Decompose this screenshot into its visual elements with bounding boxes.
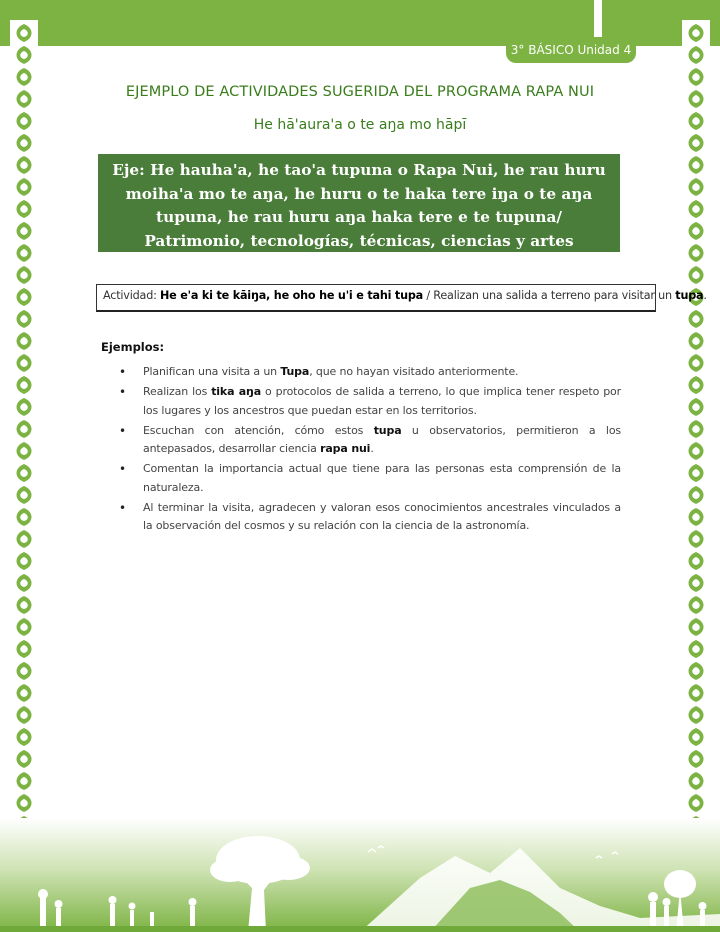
page-title: EJEMPLO DE ACTIVIDADES SUGERIDA DEL PROGRAMA RAPA NUI [125, 84, 595, 100]
activity-label: Actividad: [103, 289, 161, 302]
example-text: Realizan los [143, 385, 212, 399]
example-text: o protocolos de salida a terreno, lo que implica tener respeto por los lugares y los ancestros que puedan estar en los territorios. [143, 385, 621, 417]
example-text: . [370, 442, 374, 456]
bullet-icon: • [119, 365, 126, 379]
right-pattern-border-icon [682, 20, 710, 840]
example-item [119, 363, 621, 381]
activity-end: . [703, 289, 707, 302]
top-notch [594, 0, 602, 38]
example-text: Planifican una visita a un [143, 365, 281, 378]
activity-title-rapanui: He e'a ki te kāiŋa, he oho he u'i e tahi tupa [160, 289, 423, 302]
eje-box [98, 154, 620, 273]
example-keyword: rapa nui [320, 442, 371, 456]
activity-separator: / [423, 289, 434, 302]
activity-keyword: tupa [675, 289, 704, 302]
bullet-icon: • [119, 385, 126, 400]
example-text: Al terminar la visita, agradecen y valoran esos conocimientos ancestrales vinculados a la observación del cosmos y su relación con la ciencia de la astronomía. [143, 501, 621, 533]
example-keyword: tupa [373, 423, 402, 437]
eje-text: Eje: He hauha'a, he tao'a tupuna o Rapa Nui, he rau huru moiha'a mo te aŋa, he huru o te haka tere iŋa o te aŋa tupuna, he rau huru aŋa haka tere e te tupuna/ Patrimonio, tecnologías, técnicas, ciencias y artes ancestrales. [112, 161, 606, 273]
example-text: Comentan la importancia actual que tiene para las personas esta comprensión de la naturaleza. [143, 462, 621, 494]
bullet-icon: • [119, 501, 126, 516]
example-item [119, 499, 621, 536]
bullet-icon: • [119, 423, 126, 438]
activity-box [96, 284, 707, 312]
example-item [119, 422, 621, 459]
example-text: u observatorios, permitieron a los antepasados, desarrollar ciencia [143, 423, 622, 456]
examples-list [119, 363, 621, 538]
example-item [119, 460, 621, 497]
examples-label: Ejemplos: [101, 340, 165, 354]
example-text: Escuchan con atención, cómo estos [143, 423, 374, 437]
rapa-nui-landscape-icon [0, 818, 720, 932]
left-pattern-border-icon [10, 20, 38, 840]
bullet-icon: • [119, 462, 126, 477]
example-keyword: Tupa [280, 365, 310, 378]
example-text: , que no hayan visitado anteriormente. [309, 365, 519, 378]
activity-description: Realizan una salida a terreno para visitar un [433, 289, 676, 302]
page-subtitle: He hā'aura'a o te aŋa mo hāpī [253, 117, 467, 133]
level-tab: 3° BÁSICO Unidad 4 [506, 37, 636, 63]
example-item [119, 383, 621, 420]
example-keyword: tika aŋa [211, 385, 261, 399]
